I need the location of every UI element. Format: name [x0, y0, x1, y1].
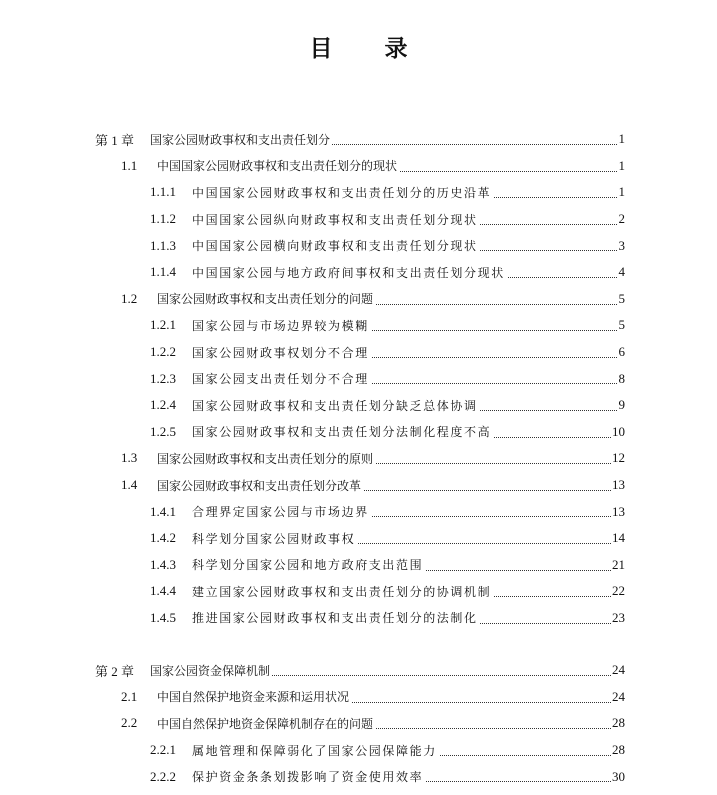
toc-entry[interactable] [0, 525, 717, 552]
toc-entry-title: 国家公园财政事权和支出责任划分改革 [157, 478, 362, 493]
toc-entry-number: 1.1 [121, 157, 138, 173]
toc-entry-number: 2.2.1 [150, 742, 176, 758]
toc-entry[interactable] [0, 684, 717, 711]
toc-entry-page: 14 [612, 530, 625, 546]
toc-entry-number: 2.2.2 [150, 768, 176, 784]
toc-entry-number: 1.2.5 [150, 423, 176, 439]
toc-entry[interactable] [0, 259, 717, 286]
toc-entry-number: 1.2.3 [150, 370, 176, 386]
toc-entry[interactable] [0, 419, 717, 446]
toc-entry-number: 1.2.1 [150, 317, 176, 333]
toc-entry-page: 21 [612, 556, 625, 572]
toc-entry[interactable] [0, 578, 717, 605]
toc-entry-title: 推进国家公园财政事权和支出责任划分的法制化 [192, 611, 478, 626]
toc-entry-page: 23 [612, 609, 625, 625]
toc-entry[interactable] [0, 498, 717, 525]
toc-entry[interactable] [0, 153, 717, 180]
toc-entry-page: 6 [618, 344, 625, 360]
toc-entry-number: 1.2.4 [150, 397, 176, 413]
toc-entry-page: 13 [612, 503, 625, 519]
toc-entry-number: 1.4.5 [150, 609, 176, 625]
toc-entry-title: 国家公园财政事权和支出责任划分的原则 [157, 451, 374, 466]
toc-entry[interactable] [0, 339, 717, 366]
toc-entry-title: 建立国家公园财政事权和支出责任划分的协调机制 [192, 584, 492, 599]
toc-entry-page: 8 [618, 370, 625, 386]
toc-entry[interactable] [0, 206, 717, 233]
toc-entry-title: 保护资金条条划拨影响了资金使用效率 [192, 770, 424, 785]
toc-entry-number: 2.1 [121, 688, 138, 704]
toc-entry-title: 国家公园财政事权和支出责任划分法制化程度不高 [192, 425, 492, 440]
toc-entry-number: 第 1 章 [95, 132, 135, 148]
toc-entry-number: 1.4.4 [150, 583, 176, 599]
toc-entry-title: 中国自然保护地资金保障机制存在的问题 [157, 716, 374, 731]
toc-entry-number: 1.4.2 [150, 530, 176, 546]
toc-entry-page: 22 [612, 583, 625, 599]
toc-entry-title: 国家公园财政事权和支出责任划分的问题 [157, 292, 374, 307]
toc-entry[interactable] [0, 365, 717, 392]
toc-entry[interactable] [0, 472, 717, 499]
toc-entry[interactable] [0, 657, 717, 684]
toc-entry[interactable] [0, 552, 717, 579]
toc-entry[interactable] [0, 763, 717, 790]
toc-entry-page: 3 [618, 237, 625, 253]
toc-entry[interactable] [0, 312, 717, 339]
toc-entry-number: 1.4.1 [150, 503, 176, 519]
toc-entry-page: 9 [618, 397, 625, 413]
toc-entry-title: 中国国家公园财政事权和支出责任划分的历史沿革 [192, 185, 492, 200]
toc-entry-page: 30 [612, 768, 625, 784]
toc-entry-page: 1 [618, 157, 625, 173]
toc-entry-number: 1.2.2 [150, 344, 176, 360]
toc-entry-title: 国家公园支出责任划分不合理 [192, 372, 369, 387]
toc-entry-page: 28 [612, 715, 625, 731]
toc-entry-title: 中国国家公园横向财政事权和支出责任划分现状 [192, 239, 478, 254]
toc-entry-page: 2 [618, 211, 625, 227]
toc-entry-title: 属地管理和保障弱化了国家公园保障能力 [192, 743, 437, 758]
toc-entry-number: 1.1.4 [150, 264, 176, 280]
toc-entry[interactable] [0, 179, 717, 206]
toc-entry-number: 1.1.1 [150, 184, 176, 200]
toc-entry-page: 12 [612, 450, 625, 466]
toc-entry-page: 24 [612, 662, 625, 678]
toc-entry-page: 24 [612, 688, 625, 704]
toc-entry-page: 13 [612, 477, 625, 493]
toc-entry[interactable] [0, 605, 717, 632]
toc-entry-title: 合理界定国家公园与市场边界 [192, 505, 369, 520]
toc-entry[interactable] [0, 737, 717, 764]
toc-entry[interactable] [0, 710, 717, 737]
toc-entry-page: 1 [618, 184, 625, 200]
toc-entry-number: 第 2 章 [95, 663, 135, 679]
toc-entry-page: 1 [618, 131, 625, 147]
toc-entry-page: 5 [618, 317, 625, 333]
toc-entry-title: 科学划分国家公园财政事权 [192, 531, 356, 546]
toc-entry-number: 1.2 [121, 290, 138, 306]
toc-entry[interactable] [0, 126, 717, 153]
toc-entry-page: 28 [612, 742, 625, 758]
toc-entry-number: 1.1.3 [150, 237, 176, 253]
toc-entry-number: 1.4 [121, 477, 138, 493]
toc-entry[interactable] [0, 232, 717, 259]
toc-entry[interactable] [0, 392, 717, 419]
toc-entry[interactable] [0, 445, 717, 472]
toc-entry-title: 国家公园资金保障机制 [150, 663, 271, 678]
page-title: 目 录 [309, 36, 430, 62]
toc-entry-title: 国家公园财政事权和支出责任划分 [150, 132, 331, 147]
toc-chapter-1 [0, 126, 717, 631]
toc-entry-title: 中国国家公园与地方政府间事权和支出责任划分现状 [192, 265, 505, 280]
toc-entry-title: 中国国家公园财政事权和支出责任划分的现状 [157, 159, 398, 174]
toc-chapter-2 [0, 657, 717, 790]
toc-entry-title: 国家公园与市场边界较为模糊 [192, 318, 369, 333]
toc-entry-number: 1.1.2 [150, 211, 176, 227]
toc-entry-title: 中国自然保护地资金来源和运用状况 [157, 690, 350, 705]
toc-entry-title: 国家公园财政事权划分不合理 [192, 345, 369, 360]
toc-entry-title: 国家公园财政事权和支出责任划分缺乏总体协调 [192, 398, 478, 413]
toc-entry-number: 2.2 [121, 715, 138, 731]
toc-entry-page: 5 [618, 290, 625, 306]
toc-entry-title: 科学划分国家公园和地方政府支出范围 [192, 558, 424, 573]
toc-entry[interactable] [0, 286, 717, 313]
toc-entry-number: 1.3 [121, 450, 138, 466]
toc-entry-page: 4 [618, 264, 625, 280]
toc-entry-title: 中国国家公园纵向财政事权和支出责任划分现状 [192, 212, 478, 227]
toc-entry-number: 1.4.3 [150, 556, 176, 572]
toc-entry-page: 10 [612, 423, 625, 439]
